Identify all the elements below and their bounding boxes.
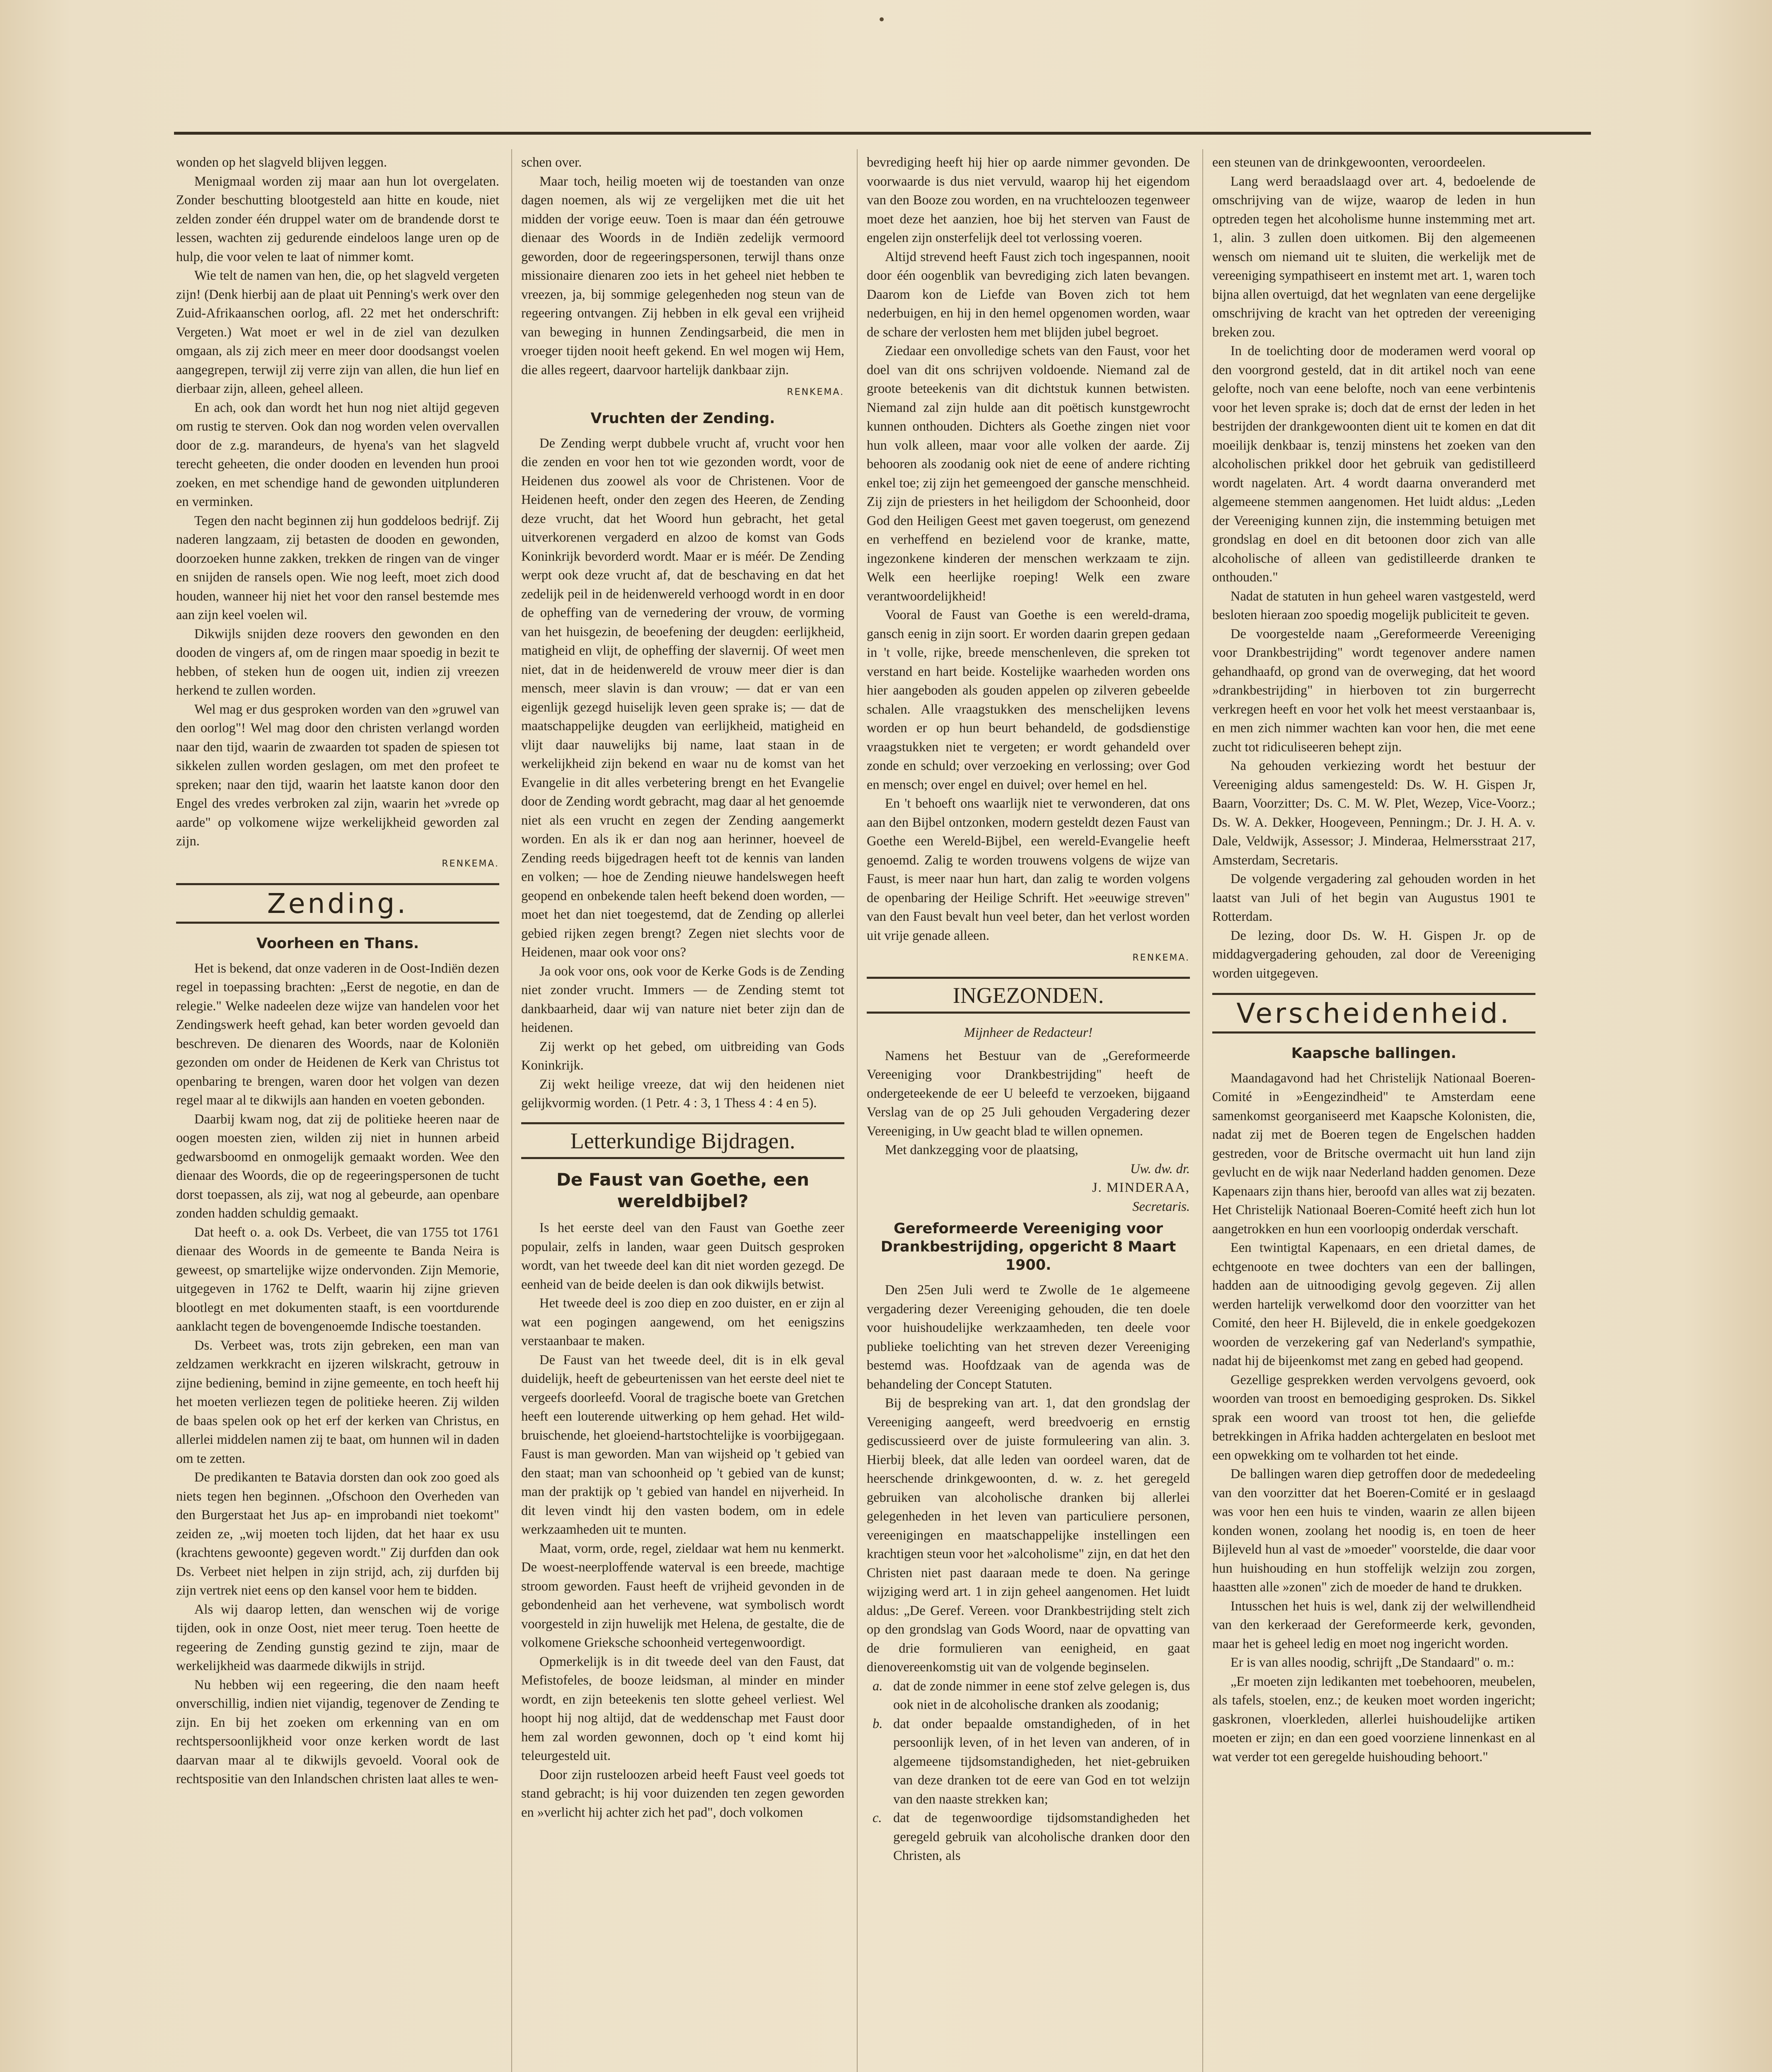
- section-header: Verscheidenheid.: [1212, 993, 1535, 1034]
- paragraph: Dat heeft o. a. ook Ds. Verbeet, die van 1755 tot 1761 dienaar des Woords in de gemeente te Banda Neira is geweest, op smartelijke wijze ondervonden. Zijn Memorie, uitgegeven in 1762 te Delft, waarin hij zijne grieven blootlegt en met dokumenten staaft, is een voortdurende aanklacht tegen de bovengenoemde Indische toestanden.: [176, 1225, 499, 1334]
- paragraph: Bij de bespreking van art. 1, dat den grondslag der Vereeniging aangeeft, werd breedvoerig en ernstig gediscussieerd over de juiste formuleering van alin. 3. Hierbij bleek, dat alle leden van oordeel waren, dat de heerschende drinkgewoonten, d. w. z. het geregeld gebruiken van alcoholische dranken bij allerlei gelegenheden in het leven van particuliere personen, vereenigingen en maatschappelijke instellingen een krachtigen steun voor het »alcoholisme" zijn, en dat het den Christen niet past daaraan mede te doen. Na geringe wijziging werd art. 1 in zijn geheel aangenomen. Het luidt aldus: „De Geref. Vereen. voor Drankbestrijding stelt zich op den grondslag van Gods Woord, naar de opvatting van de drie formulieren van eenigheid, en gaat dienovereenkomstig uit van de volgende beginselen.: [867, 1396, 1190, 1675]
- paragraph: Nu hebben wij een regeering, die den naam heeft onverschillig, indien niet vijandig, tegenover de Zending te zijn. En bij het zoeken om erkenning van en om rechtspersoonlijkheid voor onze kerken wordt de last daarvan maar al te dikwijls gevoeld. Vooral ook de rechtspositie van den Inlandschen christen laat alles te wen-: [176, 1677, 499, 1786]
- list-item-text: dat de zonde nimmer in eene stof zelve gelegen is, dus ook niet in de alcoholische dranken als zoodanig;: [893, 1678, 1190, 1712]
- list-item: [867, 1715, 1190, 1809]
- paragraph: Ds. Verbeet was, trots zijn gebreken, een man van zeldzamen werkkracht en ijzeren wilskracht, getrouw in zijne bediening, bemind in zijne gemeente, en toch heeft hij het moeten verliezen tegen de politieke heeren. Zij wilden de baas spelen ook op het erf der kerken van Christus, en allerlei middelen namen zij te baat, om hunnen wil in daden om te zetten.: [176, 1338, 499, 1466]
- list-item-text: dat de tegenwoordige tijdsomstandigheden het geregeld gebruik van alcoholische dranken door den Christen, als: [893, 1811, 1190, 1863]
- paragraph: Door zijn rusteloozen arbeid heeft Faust veel goeds tot stand gebracht; is hij voor duizenden ten zegen geworden en »verlicht hij achter zich het pad", doch volkomen: [521, 1767, 844, 1820]
- author-signature: RENKEMA.: [1132, 953, 1190, 963]
- article-title: Voorheen en Thans.: [256, 935, 419, 952]
- paragraph: Ja ook voor ons, ook voor de Kerke Gods is de Zending niet zonder vrucht. Immers — de Zending stemt tot dankbaarheid, daar wij van nature niet beter zijn dan de heidenen.: [521, 963, 844, 1035]
- list-item: [867, 1677, 1190, 1715]
- paragraph: De voorgestelde naam „Gereformeerde Vereeniging voor Drankbestrijding" wordt tegenover andere namen gehandhaafd, op grond van de overweging, dat het woord »drankbestrijding" in hierboven tot zin burgerrecht verkregen heeft en voor het volk het meest verstaanbaar is, en men zich nimmer wachten kan voor hen, die met eene zucht tot ridiculiseeren behept zijn.: [1212, 626, 1535, 755]
- paragraph: Vooral de Faust van Goethe is een wereld-drama, gansch eenig in zijn soort. Er worden daarin grepen gedaan in 't volle, rijke, breede menschenleven, die spreken tot verstand en hart beide. Kostelijke waarheden worden ons hier aangeboden als gouden appelen op zilveren gebeelde schalen. Alle vraagstukken des menschelijken levens worden er op hun beurt behandeld, de godsdienstige vraagstukken niet te vergeten; er wordt gehandeld over zonde en schuld; over verzoeking en verlossing; over God en mensch; over engel en duivel; over hemel en hel.: [867, 608, 1190, 792]
- section-header: Zending.: [176, 883, 499, 924]
- column-4: [1212, 153, 1535, 2072]
- paragraph: Is het eerste deel van den Faust van Goethe zeer populair, zelfs in landen, waar geen Duitsch gesproken wordt, van het tweede deel kan dit niet worden gezegd. De eenheid van de beide deelen is dan ook dikwijls betwist.: [521, 1220, 844, 1292]
- list-item-label: b.: [873, 1716, 883, 1731]
- paragraph: En 't behoeft ons waarlijk niet te verwonderen, dat ons aan den Bijbel ontzonken, modern gesteldt dezen Faust van Goethe een Wereld-Bijbel, een wereld-Evangelie heeft genoemd. Zalig te worden trouwens volgens de wijze van Faust, is meer naar hun hart, dan zalig te worden volgens de openbaring der Heilige Schrift. Het »eeuwige streven" van den Faust bevalt hun veel beter, dan het verlost worden uit vrije genade alleen.: [867, 796, 1190, 943]
- column-divider: [857, 149, 858, 2072]
- paragraph: Het is bekend, dat onze vaderen in de Oost-Indiën dezen regel in toepassing brachten: „Eerst de negotie, en dan de relegie." Welke nadeelen deze wijze van handelen voor het Zendingswerk heeft gehad, kan beter worden gevoeld dan beschreven. De dienaren des Woords, naar de Koloniën gezonden om onder de Heidenen de Kerk van Christus tot openbaring te brengen, waren door het volgen van dezen regel maar al te dikwijls aan handen en voeten gebonden.: [176, 961, 499, 1108]
- paragraph: Als wij daarop letten, dan wenschen wij de vorige tijden, ook in onze Oost, niet meer terug. Toen heette de regeering de Zending gunstig gezind te zijn, maar de werkelijkheid was daarmede dikwijls in strijd.: [176, 1602, 499, 1673]
- paragraph: Lang werd beraadslaagd over art. 4, bedoelende de omschrijving van de wijze, waarop de leden in hun optreden tegen het alcoholisme hunne instemming met art. 1, alin. 3 zullen doen uitkomen. Bij den algemeenen wensch om niemand uit te sluiten, die werkelijk met de vereeniging sympathiseert en instemt met art. 1, waren toch bijna allen overtuigd, dat het wegnlaten van eene dergelijke omschrijving de kracht van het optreden der vereeniging breken zou.: [1212, 174, 1535, 340]
- paragraph: Een twintigtal Kapenaars, en een drietal dames, de echtgenoote en twee dochters van een der ballingen, hadden aan de uitnoodiging gevolg gegeven. Zij allen werden hartelijk verwelkomd door den voorzitter van het Comité, den heer H. Bijleveld, die in enkele goedgekozen woorden de verzekering gaf van Nederland's sympathie, nadat hij de bijeenkomst met zang en gebed had geopend.: [1212, 1240, 1535, 1368]
- paragraph: Maat, vorm, orde, regel, zieldaar wat hem nu kenmerkt. De woest-neerploffende waterval is een breede, machtige stroom geworden. Faust heeft de vrijheid gevonden in de gebondenheid aan het verhevene, wat symbolisch wordt voorgesteld in zijn huwelijk met Helena, de gestalte, die de volkomene Grieksche schoonheid vertegenwoordigt.: [521, 1541, 844, 1650]
- list-item-label: a.: [873, 1678, 883, 1694]
- paragraph: „Er moeten zijn ledikanten met toebehooren, meubelen, als tafels, stoelen, enz.; de keuken moet worden ingericht; gaskronen, vloerkleden, allerlei huishoudelijke artiken moeten er zijn; en dan een goed voorziene linnenkast en al wat verder tot een geregelde huishouding behoort.": [1212, 1674, 1535, 1765]
- paragraph: De volgende vergadering zal gehouden worden in het laatst van Juli of het begin van Augustus 1901 te Rotterdam.: [1212, 871, 1535, 924]
- list-item-label: c.: [873, 1811, 882, 1825]
- letter-closing: Secretaris.: [1132, 1199, 1190, 1214]
- paragraph: Opmerkelijk is in dit tweede deel van den Faust, dat Mefistofeles, de booze leidsman, al minder en minder wordt, en zijn beteekenis ten slotte geheel verliest. Wel hoopt hij nog altijd, dat de weddenschap met Faust door hem zal worden gewonnen, doch op 't eind komt hij teleurgesteld uit.: [521, 1654, 844, 1763]
- author-signature: RENKEMA.: [442, 858, 499, 869]
- letter-closing: Uw. dw. dr.: [1130, 1161, 1190, 1176]
- paragraph: Na gehouden verkiezing wordt het bestuur der Vereeniging aldus samengesteld: Ds. W. H. Gispen Jr, Baarn, Voorzitter; Ds. C. M. W. Plet, Wezep, Vice-Voorz.; Ds. W. A. Dekker, Hoogeveen, Penningm.; Dr. J. H. A. v. Dale, Veldwijk, Assessor; J. Minderaa, Helmersstraat 217, Amsterdam, Secretaris.: [1212, 758, 1535, 868]
- author-signature: RENKEMA.: [787, 387, 844, 397]
- paragraph: wonden op het slagveld blijven leggen.: [176, 155, 387, 170]
- paragraph: Maandagavond had het Christelijk Nationaal Boeren-Comité in »Eengezindheid" te Amsterdam eene samenkomst georganiseerd met Kaapsche Kolonisten, die, nadat zij met de Boeren tegen de Engelschen hadden gestreden, voor de Britsche overmacht uit hun land zijn gevlucht en de wijk naar Nederland hadden genomen. Deze Kapenaars zijn thans hier, beroofd van alles wat zij bezaten. Het Christelijk Nationaal Boeren-Comité heeft zich hun lot aangetrokken en hun een voorloopig onderdak verschaft.: [1212, 1070, 1535, 1237]
- paragraph: Namens het Bestuur van de „Gereformeerde Vereeniging voor Drankbestrijding" heeft de ondergeteekende de eer U beleefd te verzoeken, bijgaand Verslag van de op 25 Juli gehouden Vergadering dezer Vereeniging, in Uw geacht blad te willen opnemen.: [867, 1048, 1190, 1139]
- paragraph: Ziedaar een onvolledige schets van den Faust, voor het doel van dit ons schrijven voldoende. Niemand zal de groote beteekenis van dit dichtstuk kunnen betwisten. Niemand zal zijn hulde aan dit poëtisch kunstgewrocht kunnen onthouden. Dichters als Goethe zingen niet voor hun volk alleen, maar voor alle volken der aarde. Zij behooren als zoodanig ook niet de eene of andere richting enkel toe; zij zijn het gemeengoed der gansche menschheid. Zij zijn de priesters in het heiligdom der Schoonheid, door God den Heiligen Geest met gaven toegerust, om genezend en verheffend en bezielend voor de kranke, matte, ingezonkene kinderen der menschen werkzaam te zijn. Welk een heerlijke roeping! Welk een zware verantwoordelijkheid!: [867, 344, 1190, 604]
- paragraph: Er is van alles noodig, schrijft „De Standaard" o. m.:: [1230, 1655, 1514, 1670]
- paragraph: Nadat de statuten in hun geheel waren vastgesteld, werd besloten hieraan zoo spoedig mogelijk publiciteit te geven.: [1212, 588, 1535, 622]
- paragraph: Het tweede deel is zoo diep en zoo duister, en er zijn al wat een pogingen aangewend, om het eenigszins verstaanbaar te maken.: [521, 1296, 844, 1348]
- section-header: INGEZONDEN.: [867, 977, 1190, 1014]
- column-2: [521, 153, 844, 2072]
- paragraph: Menigmaal worden zij maar aan hun lot overgelaten. Zonder beschutting blootgesteld aan hitte en koude, niet zelden zonder één druppel water om de brandende dorst te lessen, wachten zij gedurende eindeloos lange uren op de hulp, die voor velen te laat of nimmer komt.: [176, 174, 499, 264]
- paragraph: De Faust van het tweede deel, dit is in elk geval duidelijk, heeft de gebeurtenissen van het eerste deel niet te vergeefs doorleefd. Vooral de tragische boete van Gretchen heeft een louterende uitwerking op hem gehad. Het wild-bruischende, het gloeiend-hartstochtelijke is voorbijgegaan. Faust is man geworden. Man van wijsheid op 't gebied van den staat; man van schoonheid op 't gebied van de kunst; man der praktijk op 't gebied van handel en nijverheid. In dit leven vindt hij den vasten bodem, om in edele werkzaamheden uit te munten.: [521, 1352, 844, 1537]
- letter-signature: J. MINDERAA,: [1092, 1180, 1190, 1195]
- paragraph: Den 25en Juli werd te Zwolle de 1e algemeene vergadering dezer Vereeniging gehouden, die ten doele voor huishoudelijke werkzaamheden, ten deele voor publieke toelichting van het streven dezer Vereeniging bestemd was. Hoofdzaak van de agenda was de behandeling der Concept Statuten.: [867, 1283, 1190, 1392]
- column-3: [867, 153, 1190, 2072]
- paragraph: Zij werkt op het gebed, om uitbreiding van Gods Koninkrijk.: [521, 1039, 844, 1073]
- enumerated-list: [867, 1677, 1190, 1866]
- paragraph: En ach, ook dan wordt het hun nog niet altijd gegeven om rustig te sterven. Ook dan nog worden velen overvallen door de z.g. marandeurs, de hyena's van het slagveld terecht geheeten, die onder dooden en levenden hun prooi zoeken, en met schendige hand de gewonden uitplunderen en verminken.: [176, 400, 499, 509]
- paragraph: bevrediging heeft hij hier op aarde nimmer gevonden. De voorwaarde is dus niet vervuld, waarop hij het eigendom van den Booze zou worden, en na vruchteloozen tegenweer moet deze het aanzien, hoe bij het sterven van Faust de engelen zijn onsterfelijk deel tot verlossing voeren.: [867, 155, 1190, 245]
- list-item: [867, 1809, 1190, 1866]
- paragraph: In de toelichting door de moderamen werd vooral op den voorgrond gesteld, dat in dit artikel noch van eene gelofte, noch van eene belofte, noch van eene verbintenis voor het leven sprake is; doch dat de ernst der leden in het bestrijden der drankgewoonten dient uit te komen en dat dit moeilijk denkbaar is, tenzij minstens het zoeken van den alcoholischen prikkel door het gebruik van gedistilleerd wordt nagelaten. Art. 4 wordt daarna onveranderd met algemeene stemmen aangenomen. Het luidt aldus: „Leden der Vereeniging kunnen zijn, die instemming betuigen met grondslag en doel en dit betoonen door zich van alle alcoholische of alleen van gedistilleerde dranken te onthouden.": [1212, 344, 1535, 585]
- paragraph: Wel mag er dus gesproken worden van den »gruwel van den oorlog"! Wel mag door den christen verlangd worden naar den tijd, waarin de zwaarden tot spaden de spiesen tot sikkelen zullen worden geslagen, om met den profeet te spreken; naar den tijd, waarin het laatste kanon door den Engel des vredes verbroken zal zijn, waarin het »vrede op aarde" op volkomene wijze werkelijkheid geworden zal zijn.: [176, 702, 499, 849]
- paragraph: Wie telt de namen van hen, die, op het slagveld vergeten zijn! (Denk hierbij aan de plaat uit Penning's werk over den Zuid-Afrikaanschen oorlog, afl. 22 met het onderschrift: Vergeten.) Wat moet er wel in de ziel van dezulken omgaan, als zij zich meer en meer door doodsangst voelen aangegrepen, terwijl zij verre zijn van allen, die hun lief en dierbaar zijn, alleen, geheel alleen.: [176, 268, 499, 396]
- paragraph: Altijd strevend heeft Faust zich toch ingespannen, nooit door één oogenblik van bevrediging zich laten bevangen. Daarom kon de Liefde van Boven zich tot hem nederbuigen, en hij in den hemel opgenomen worden, waar de schare der verlosten hem met blijden jubel begroet.: [867, 249, 1190, 340]
- article-title: De Faust van Goethe, een wereldbijbel?: [556, 1169, 810, 1211]
- paragraph: De ballingen waren diep getroffen door de mededeeling van den voorzitter dat het Boeren-Comité er in geslaagd was voor hen een huis te vinden, waarin ze allen bijeen konden wonen, zoolang het noodig is, en toen de heer Bijleveld hun al vast de »moeder" voorstelde, die daar voor hun huishouding en hun stoffelijk welzijn zou zorgen, haastten alle »zonen" zich de moeder de hand te drukken.: [1212, 1467, 1535, 1595]
- paragraph: schen over.: [521, 155, 582, 170]
- paragraph: Gezellige gesprekken werden vervolgens gevoerd, ook woorden van troost en bemoediging gesproken. Ds. Sikkel sprak een woord van troost tot hen, die geliefde betrekkingen in Afrika hadden achtergelaten en besloot met een opwekking om te volharden tot het einde.: [1212, 1372, 1535, 1463]
- paragraph: Intusschen het huis is wel, dank zij der welwillendheid van den kerkeraad der Gereformeerde kerk, gevonden, maar het is geheel ledig en moet nog ingericht worden.: [1212, 1598, 1535, 1651]
- header-rule: [174, 132, 1591, 135]
- paragraph: Zij wekt heilige vreeze, dat wij den heidenen niet gelijkvormig worden. (1 Petr. 4 : 3, 1 Thess 4 : 4 en 5).: [521, 1077, 844, 1111]
- paragraph: Daarbij kwam nog, dat zij de politieke heeren naar de oogen moesten zien, wilden zij niet in hunnen arbeid gedwarsboomd en onmogelijk gemaakt worden. Wee den dienaar des Woords, die op de regeeringspersonen de tucht dorst toepassen, als zij, wat nog al gebeurde, aan openbare zonden hadden schuldig gemaakt.: [176, 1111, 499, 1221]
- paragraph: De Zending werpt dubbele vrucht af, vrucht voor hen die zenden en voor hen tot wie gezonden wordt, voor de Heidenen dus zoowel als voor de Christenen. Voor de Heidenen heeft, onder den zegen des Heeren, de Zending deze vrucht, dat het Woord hun gebracht, het getal uitverkorenen vergaderd en alzoo de komst van Gods Koninkrijk bevorderd wordt. Maar er is méér. De Zending werpt ook deze vrucht af, dat de beschaving en dat het zedelijk peil in de heidenwereld verhoogd wordt in en door de opheffing van de vernedering der vrouw, de vorming van het huisgezin, de beoefening der deugden: eerlijkheid, matigheid en vlijt, de opheffing der slavernij. Of weet men niet, dat in de heidenwereld de vrouw meer dier is dan mensch, meer slavin is dan vrouw; — dat er van een eigenlijk gezegd huiselijk leven geen sprake is; — dat de maatschappelijke deugden van eerlijkheid, matigheid en vlijt daar nauwelijks bij name, laat staan in de werkelijkheid zijn bekend en waar nu de komst van het Evangelie in dit alles verbetering brengt en het Evangelie door de Zending wordt gebracht, mag daar al het genoemde niet als een vrucht en zegen der Zending aangemerkt worden. En als ik er dan nog aan herinner, hoeveel de Zending reeds bijgedragen heeft tot de kennis van landen en volken; — hoe de Zending nieuwe handelswegen heeft geopend en onbekende talen heeft bekend doen worden, — moet het dan niet toegestemd, dat de Zending op allerlei gebied rijken zegen brengt? Zegen niet slechts voor de Heidenen, maar ook voor ons?: [521, 436, 844, 960]
- paragraph: Dikwijls snijden deze roovers den gewonden en den dooden de vingers af, om de ringen maar spoedig in bezit te hebben, of steken hun de oogen uit, indien zij vreezen herkend te zullen worden.: [176, 626, 499, 698]
- top-mark: •: [878, 12, 886, 28]
- column-divider: [1202, 149, 1203, 2072]
- paragraph: De lezing, door Ds. W. H. Gispen Jr. op de middagvergadering gehouden, zal door de Vereeniging worden uitgegeven.: [1212, 928, 1535, 981]
- paragraph: een steunen van de drinkgewoonten, veroordeelen.: [1212, 155, 1486, 170]
- paragraph: Tegen den nacht beginnen zij hun goddeloos bedrijf. Zij naderen langzaam, zij betasten de dooden en gewonden, doorzoeken hunne zakken, trekken de ringen van de vinger en snijden de ransels open. Wie nog leeft, moet zich dood houden, wanneer hij niet het voor den ransel bestemde mes aan zijn keel voelen wil.: [176, 513, 499, 622]
- paragraph: Maar toch, heilig moeten wij de toestanden van onze dagen noemen, als wij ze vergelijken met die uit het midden der vorige eeuw. Toen is maar dan één getrouwe dienaar des Woords in de Indiën zedelijk vermoord geworden, door de regeeringspersonen, terwijl thans onze missionaire dienaren zoo iets in het geheel niet hebben te vreezen, ja, bij sommige gelegenheden nog steun van de regeering ontvangen. Zij hebben in elk geval een vrijheid van beweging in hunnen Zendingsarbeid, die men in vroeger tijden nooit heeft gekend. En wel mogen wij Hem, die alles regeert, daarvoor hartelijk dankbaar zijn.: [521, 174, 844, 378]
- column-1: [176, 153, 499, 2072]
- section-header: Letterkundige Bijdragen.: [521, 1122, 844, 1159]
- article-title: Gereformeerde Vereeniging voor Drankbestrijding, opgericht 8 Maart 1900.: [880, 1220, 1176, 1273]
- list-item-text: dat onder bepaalde omstandigheden, of in het persoonlijk leven, of in het leven van anderen, of in algemeene tijdsomstandigheden, het niet-gebruiken van deze dranken tot de eere van God en tot welzijn van den naaste strekken kan;: [893, 1716, 1190, 1807]
- column-divider: [511, 149, 512, 2072]
- paragraph: De predikanten te Batavia dorsten dan ook zoo goed als niets tegen hen beginnen. „Ofschoon den Overheden van den Burgerstaat het Jus ap- en improbandi niet toekomt" zeiden ze, „wij moeten toch lijden, dat het haar ex usu (krachtens gewoonte) gegeven wordt." Zij durfden dan ook Ds. Verbeet niet helpen in zijn strijd, ach, zij durfden bij zijn vertrek niet eens op den kansel voor hem te bidden.: [176, 1470, 499, 1598]
- salutation: Mijnheer de Redacteur!: [964, 1025, 1093, 1040]
- article-title: Kaapsche ballingen.: [1291, 1045, 1457, 1062]
- article-title: Vruchten der Zending.: [590, 410, 775, 427]
- paragraph: Met dankzegging voor de plaatsing,: [885, 1143, 1078, 1157]
